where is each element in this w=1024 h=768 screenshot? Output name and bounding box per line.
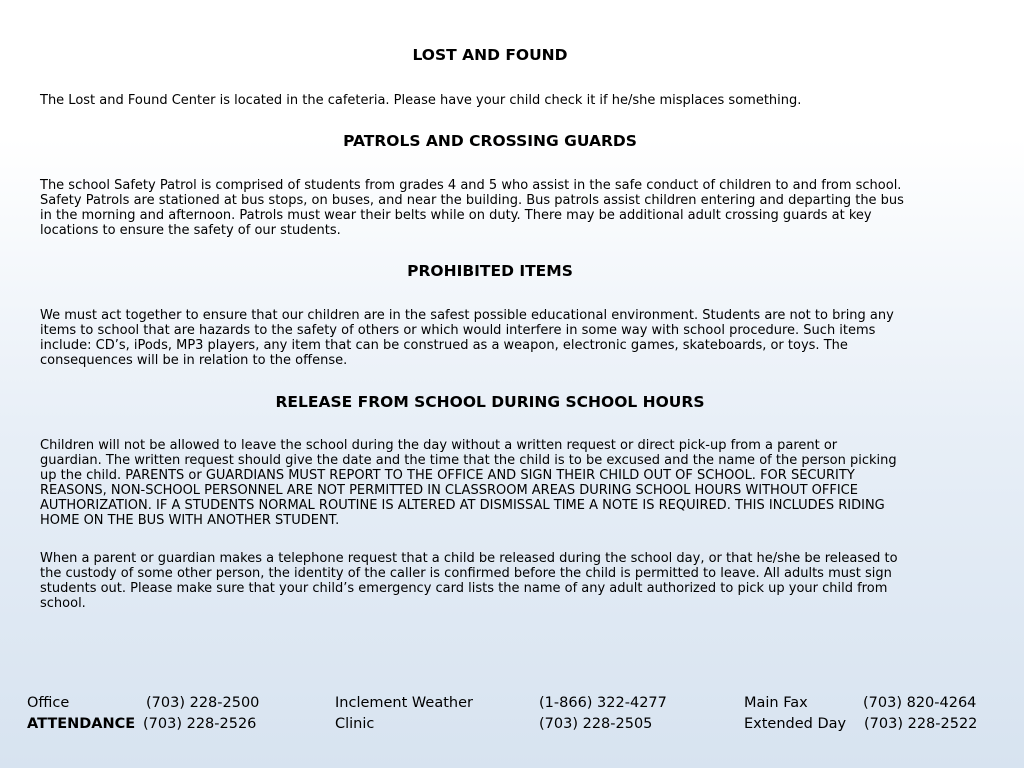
contact-phone-attendance: (703) 228-2526 bbox=[143, 716, 257, 732]
section-heading-release-from-school: RELEASE FROM SCHOOL DURING SCHOOL HOURS bbox=[275, 393, 705, 411]
section-paragraph-prohibited-items: We must act together to ensure that our children are in the safest possible educational environment. Students are not to bring any items to school that are hazards to the safety of others or which would interfere in some way with school procedure. Such items include: CD’s, iPods, MP3 players, any item that can be construed as a weapon, electronic games, skateboards, or toys. The consequences will be in relation to the offense. bbox=[40, 308, 894, 368]
contact-label-inclement-weather: Inclement Weather bbox=[335, 695, 473, 711]
contact-phone-extended-day: (703) 228-2522 bbox=[864, 716, 978, 732]
contact-phone-main-fax: (703) 820-4264 bbox=[863, 695, 977, 711]
contact-footer bbox=[0, 693, 1024, 735]
section-heading-lost-and-found: LOST AND FOUND bbox=[412, 46, 568, 64]
section-heading-prohibited-items: PROHIBITED ITEMS bbox=[407, 262, 573, 280]
contact-label-extended-day: Extended Day bbox=[744, 716, 847, 732]
section-paragraph-telephone-release: When a parent or guardian makes a telephone request that a child be released during the school day, or that he/she be released to the custody of some other person, the identity of the caller is confirmed before the child is permitted to leave. All adults must sign students out. Please make sure that your child’s emergency card lists the name of any adult authorized to pick up your child from school. bbox=[40, 551, 898, 611]
contact-phone-inclement-weather: (1-866) 322-4277 bbox=[539, 695, 667, 711]
contact-label-clinic: Clinic bbox=[335, 716, 375, 732]
contact-phone-clinic: (703) 228-2505 bbox=[539, 716, 653, 732]
contact-label-office: Office bbox=[27, 695, 70, 711]
section-paragraph-patrols: The school Safety Patrol is comprised of students from grades 4 and 5 who assist in the safe conduct of children to and from school. Safety Patrols are stationed at bus stops, on buses, and near the building. Bus patrols assist children entering and departing the bus in the morning and afternoon. Patrols must wear their belts while on duty. There may be additional adult crossing guards at key locations to ensure the safety of our students. bbox=[40, 178, 904, 238]
section-paragraph-release-policy: Children will not be allowed to leave the school during the day without a written request or direct pick-up from a parent or guardian. The written request should give the date and the time that the child is to be excused and the name of the person picking up the child. PARENTS or GUARDIANS MUST REPORT TO THE OFFICE AND SIGN THEIR CHILD OUT OF SCHOOL. FOR SECURITY REASONS, NON-SCHOOL PERSONNEL ARE NOT PERMITTED IN CLASSROOM AREAS DURING SCHOOL HOURS WITHOUT OFFICE AUTHORIZATION. IF A STUDENTS NORMAL ROUTINE IS ALTERED AT DISMISSAL TIME A NOTE IS REQUIRED. THIS INCLUDES RIDING HOME ON THE BUS WITH ANOTHER STUDENT. bbox=[40, 438, 897, 528]
contact-label-main-fax: Main Fax bbox=[744, 695, 808, 711]
contact-phone-office: (703) 228-2500 bbox=[146, 695, 260, 711]
contact-label-attendance: ATTENDANCE bbox=[27, 716, 136, 732]
section-paragraph-lost-and-found: The Lost and Found Center is located in the cafeteria. Please have your child check it if he/she misplaces something. bbox=[40, 93, 802, 108]
section-heading-patrols: PATROLS AND CROSSING GUARDS bbox=[343, 132, 637, 150]
